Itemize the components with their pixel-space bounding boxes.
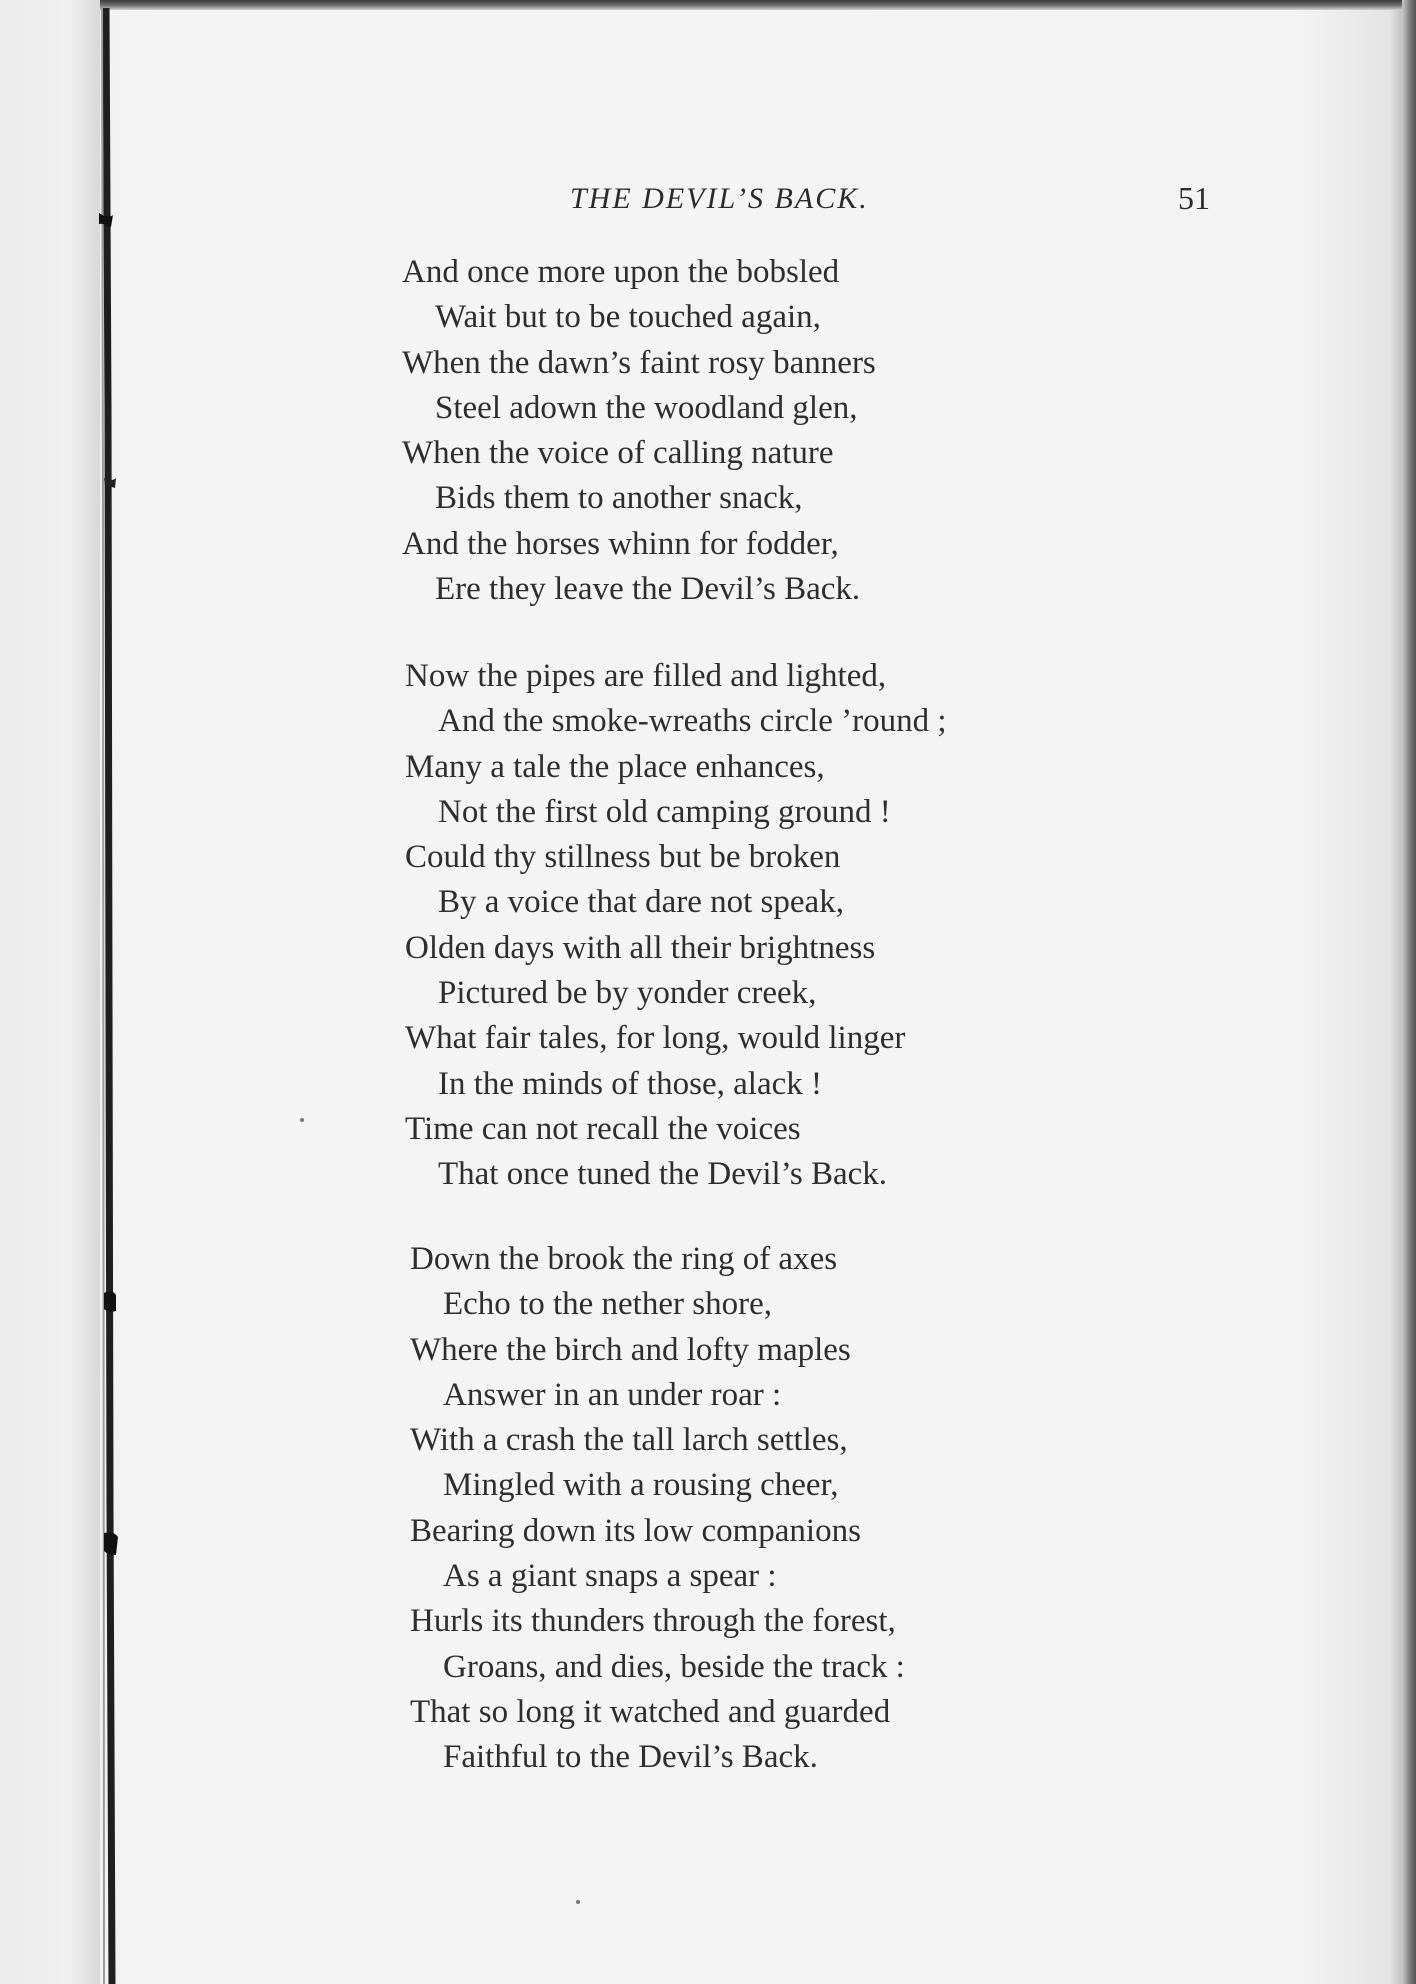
paper-speck: [576, 1900, 580, 1904]
verse-line: Ere they leave the Devil’s Back.: [435, 571, 861, 608]
verse-line: Down the brook the ring of axes: [410, 1241, 838, 1277]
verse-line: And once more upon the bobsled: [402, 254, 840, 290]
verse-line: What fair tales, for long, would linger: [405, 1020, 906, 1057]
running-head: THE DEVIL’S BACK.: [570, 182, 869, 215]
verse-line: And the smoke-wreaths circle ’round ;: [438, 703, 947, 740]
verse-line: That so long it watched and guarded: [410, 1693, 891, 1730]
verse-line: Could thy stillness but be broken: [405, 839, 841, 876]
verse-line: With a crash the tall larch settles,: [410, 1422, 848, 1459]
verse-line: As a giant snaps a spear :: [443, 1558, 777, 1595]
book-binding: [96, 8, 126, 1984]
verse-line: Pictured be by yonder creek,: [438, 975, 817, 1012]
verse-line: Now the pipes are filled and lighted,: [405, 658, 887, 694]
verse-line: Mingled with a rousing cheer,: [443, 1467, 839, 1504]
verse-line: Many a tale the place enhances,: [405, 748, 825, 785]
right-page-edge: [1402, 0, 1416, 1984]
verse-line: In the minds of those, alack !: [438, 1065, 822, 1102]
verse-line: When the voice of calling nature: [402, 435, 834, 472]
verse-line: Time can not recall the voices: [405, 1110, 801, 1147]
facing-page-edge: [0, 0, 100, 1984]
verse-line: Faithful to the Devil’s Back.: [443, 1739, 818, 1776]
verse-line: When the dawn’s faint rosy banners: [402, 344, 876, 381]
stanza: [402, 250, 876, 612]
stanza: [405, 654, 947, 1198]
verse-line: Where the birch and lofty maples: [410, 1331, 851, 1368]
verse-line: Echo to the nether shore,: [443, 1286, 772, 1323]
page-number: 51: [1178, 180, 1210, 216]
verse-line: Not the first old camping ground !: [438, 793, 891, 830]
stanza: [410, 1237, 905, 1781]
verse-line: Answer in an under roar :: [443, 1376, 782, 1413]
paper-speck: [300, 1118, 304, 1122]
verse-line: By a voice that dare not speak,: [438, 884, 844, 921]
verse-line: Groans, and dies, beside the track :: [443, 1648, 905, 1685]
verse-line: Bids them to another snack,: [435, 480, 803, 517]
verse-line: Hurls its thunders through the forest,: [410, 1603, 896, 1640]
verse-line: Steel adown the woodland glen,: [435, 389, 858, 426]
verse-line: And the horses whinn for fodder,: [402, 525, 839, 562]
top-page-edge: [0, 0, 1416, 10]
verse-line: Olden days with all their brightness: [405, 929, 876, 966]
verse-line: That once tuned the Devil’s Back.: [438, 1156, 888, 1193]
verse-line: Bearing down its low companions: [410, 1512, 861, 1549]
verse-line: Wait but to be touched again,: [435, 299, 821, 336]
